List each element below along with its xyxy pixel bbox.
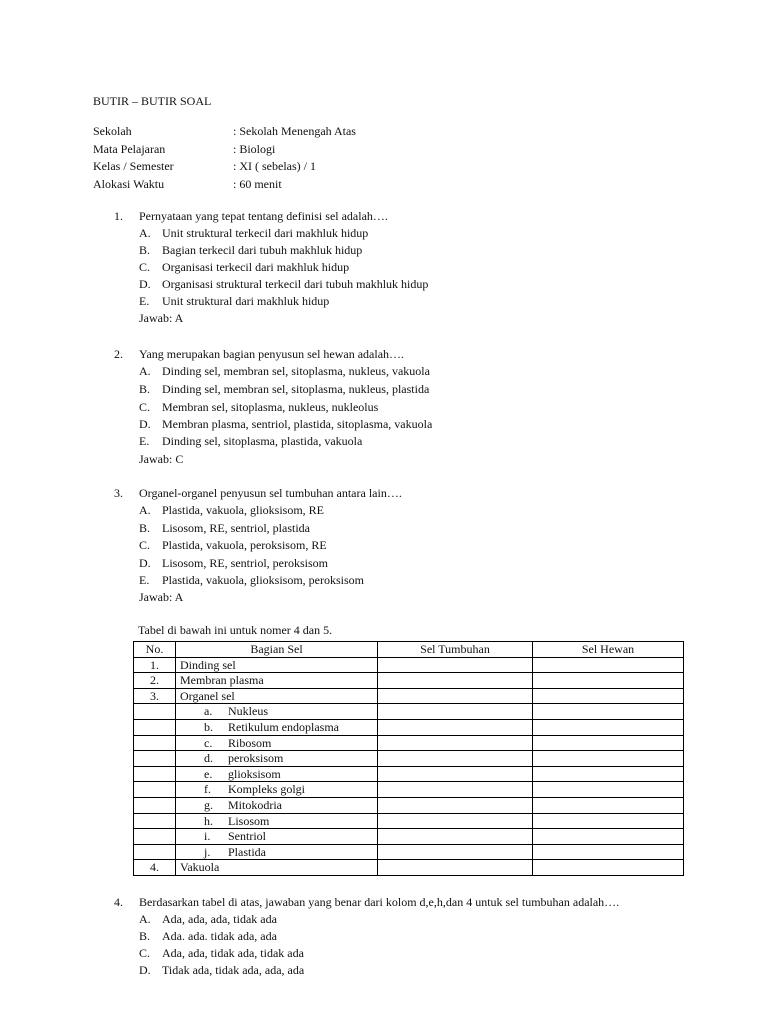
part-name: glioksisom xyxy=(228,766,281,781)
option-text: Dinding sel, membran sel, sitoplasma, nukleus, vakuola xyxy=(162,364,430,378)
table-caption: Tabel di bawah ini untuk nomer 4 dan 5. xyxy=(138,623,333,637)
plant-cell-cell xyxy=(378,657,533,673)
option-letter: C. xyxy=(139,946,151,960)
plant-cell-cell xyxy=(378,688,533,704)
part-name: Organel sel xyxy=(180,688,235,703)
option-letter: B. xyxy=(139,521,151,535)
row-part xyxy=(176,797,378,813)
part-name: Plastida xyxy=(228,844,266,859)
info-label: Mata Pelajaran xyxy=(93,141,166,156)
option-letter: B. xyxy=(139,382,151,396)
info-label: Alokasi Waktu xyxy=(93,176,165,191)
info-row-time xyxy=(93,176,356,194)
question-text: Berdasarkan tabel di atas, jawaban yang benar dari kolom d,e,h,dan 4 untuk sel tumbuhan adalah…. xyxy=(139,895,620,909)
row-number xyxy=(134,797,176,813)
option-text: Organisasi struktural terkecil dari tubuh makhluk hidup xyxy=(162,277,429,291)
row-number xyxy=(134,813,176,829)
row-part xyxy=(176,657,378,673)
option-text: Ada, ada, ada, tidak ada xyxy=(162,912,277,926)
plant-cell-cell xyxy=(378,735,533,751)
table-header-row xyxy=(134,642,684,658)
option-b xyxy=(139,520,310,538)
part-name: Retikulum endoplasma xyxy=(228,719,339,734)
row-number: 2. xyxy=(134,673,176,689)
answer-line: Jawab: A xyxy=(139,311,184,325)
part-name: Mitokodria xyxy=(228,797,282,812)
part-name: Kompleks golgi xyxy=(228,782,305,797)
option-text: Unit struktural terkecil dari makhluk hidup xyxy=(162,226,369,240)
question-number: 3. xyxy=(114,486,123,500)
part-name: Lisosom xyxy=(228,813,270,828)
option-letter: B. xyxy=(139,243,151,257)
table-row xyxy=(134,657,684,673)
plant-cell-cell xyxy=(378,813,533,829)
part-name: Dinding sel xyxy=(180,657,236,672)
document-title: BUTIR – BUTIR SOAL xyxy=(93,94,212,108)
info-value: : Biologi xyxy=(233,141,276,156)
option-text: Lisosom, RE, sentriol, plastida xyxy=(162,521,310,535)
animal-cell-cell xyxy=(533,751,684,767)
option-c xyxy=(139,399,378,417)
row-number xyxy=(134,782,176,798)
plant-cell-cell xyxy=(378,782,533,798)
table-row xyxy=(134,719,684,735)
plant-cell-cell xyxy=(378,673,533,689)
animal-cell-cell xyxy=(533,704,684,720)
header-part: Bagian Sel xyxy=(176,642,378,658)
option-letter: A. xyxy=(139,503,151,517)
option-letter: E. xyxy=(139,573,150,587)
row-part xyxy=(176,673,378,689)
sub-item-letter: g. xyxy=(204,797,213,812)
animal-cell-cell xyxy=(533,719,684,735)
answer-line: Jawab: A xyxy=(139,590,184,604)
row-part xyxy=(176,704,378,720)
row-number xyxy=(134,844,176,860)
table-row xyxy=(134,782,684,798)
option-b xyxy=(139,381,429,399)
info-value: : Sekolah Menengah Atas xyxy=(233,124,356,138)
option-text: Tidak ada, tidak ada, ada, ada xyxy=(162,963,305,977)
sub-item-letter: a. xyxy=(204,704,213,719)
info-row-subject xyxy=(93,141,356,159)
row-number xyxy=(134,704,176,720)
option-letter: C. xyxy=(139,400,151,414)
table-row xyxy=(134,735,684,751)
option-letter: A. xyxy=(139,364,151,378)
part-name: Vakuola xyxy=(180,860,220,875)
header-no: No. xyxy=(134,642,176,658)
row-number xyxy=(134,766,176,782)
row-number xyxy=(134,735,176,751)
option-a xyxy=(139,363,430,381)
table-row xyxy=(134,688,684,704)
animal-cell-cell xyxy=(533,735,684,751)
option-d xyxy=(139,555,328,573)
option-letter: A. xyxy=(139,226,151,240)
option-letter: E. xyxy=(139,294,150,308)
row-number xyxy=(134,829,176,845)
option-text: Unit struktural dari makhluk hidup xyxy=(162,294,330,308)
info-row-class xyxy=(93,158,356,176)
option-text: Dinding sel, membran sel, sitoplasma, nukleus, plastida xyxy=(162,382,430,396)
plant-cell-cell xyxy=(378,704,533,720)
row-part xyxy=(176,719,378,735)
cell-parts-table xyxy=(133,641,684,876)
option-letter: C. xyxy=(139,260,151,274)
option-a xyxy=(139,502,324,520)
plant-cell-cell xyxy=(378,766,533,782)
table-row xyxy=(134,673,684,689)
row-number: 1. xyxy=(134,657,176,673)
sub-item-letter: f. xyxy=(204,782,211,797)
plant-cell-cell xyxy=(378,860,533,876)
animal-cell-cell xyxy=(533,673,684,689)
option-d xyxy=(139,276,428,294)
part-name: Sentriol xyxy=(228,829,266,844)
sub-item-letter: d. xyxy=(204,751,213,766)
info-block xyxy=(93,123,356,193)
option-a xyxy=(139,225,368,243)
option-text: Dinding sel, sitoplasma, plastida, vakuola xyxy=(162,434,363,448)
sub-item-letter: c. xyxy=(204,735,213,750)
option-text: Ada. ada. tidak ada, ada xyxy=(162,929,277,943)
option-b xyxy=(139,928,277,946)
question-number: 4. xyxy=(114,895,123,909)
animal-cell-cell xyxy=(533,657,684,673)
option-e xyxy=(139,433,362,451)
option-c xyxy=(139,259,349,277)
option-letter: C. xyxy=(139,538,151,552)
row-part xyxy=(176,829,378,845)
option-text: Plastida, vakuola, peroksisom, RE xyxy=(162,538,327,552)
option-text: Membran sel, sitoplasma, nukleus, nukleolus xyxy=(162,400,379,414)
row-part xyxy=(176,813,378,829)
question-text: Organel-organel penyusun sel tumbuhan antara lain…. xyxy=(139,486,402,500)
option-e xyxy=(139,293,329,311)
option-d xyxy=(139,962,304,980)
sub-item-letter: i. xyxy=(204,829,211,844)
sub-item-letter: h. xyxy=(204,813,213,828)
question-text: Pernyataan yang tepat tentang definisi sel adalah…. xyxy=(139,209,388,223)
row-part xyxy=(176,766,378,782)
question-number: 1. xyxy=(114,209,123,223)
info-value: : XI ( sebelas) / 1 xyxy=(233,159,316,173)
option-text: Membran plasma, sentriol, plastida, sitoplasma, vakuola xyxy=(162,417,433,431)
table-row xyxy=(134,860,684,876)
animal-cell-cell xyxy=(533,688,684,704)
option-c xyxy=(139,945,304,963)
option-letter: D. xyxy=(139,963,151,977)
option-text: Ada, ada, tidak ada, tidak ada xyxy=(162,946,304,960)
table-row xyxy=(134,844,684,860)
option-text: Plastida, vakuola, glioksisom, peroksisom xyxy=(162,573,364,587)
sub-item-letter: b. xyxy=(204,719,213,734)
row-part xyxy=(176,844,378,860)
row-part xyxy=(176,688,378,704)
header-animal-cell: Sel Hewan xyxy=(533,642,684,658)
row-part xyxy=(176,782,378,798)
sub-item-letter: j. xyxy=(204,844,211,859)
info-label: Kelas / Semester xyxy=(93,159,174,173)
table-row xyxy=(134,829,684,845)
option-text: Lisosom, RE, sentriol, peroksisom xyxy=(162,556,328,570)
option-letter: A. xyxy=(139,912,151,926)
row-number: 4. xyxy=(134,860,176,876)
row-part xyxy=(176,860,378,876)
animal-cell-cell xyxy=(533,844,684,860)
plant-cell-cell xyxy=(378,719,533,735)
table-body xyxy=(134,657,684,875)
animal-cell-cell xyxy=(533,860,684,876)
option-d xyxy=(139,416,432,434)
part-name: Membran plasma xyxy=(180,673,264,688)
plant-cell-cell xyxy=(378,844,533,860)
row-number: 3. xyxy=(134,688,176,704)
plant-cell-cell xyxy=(378,751,533,767)
animal-cell-cell xyxy=(533,813,684,829)
animal-cell-cell xyxy=(533,829,684,845)
option-letter: D. xyxy=(139,417,151,431)
option-text: Organisasi terkecil dari makhluk hidup xyxy=(162,260,350,274)
plant-cell-cell xyxy=(378,797,533,813)
option-c xyxy=(139,537,327,555)
row-number xyxy=(134,719,176,735)
table-row xyxy=(134,797,684,813)
option-letter: E. xyxy=(139,434,150,448)
part-name: Ribosom xyxy=(228,735,272,750)
table-row xyxy=(134,751,684,767)
animal-cell-cell xyxy=(533,766,684,782)
answer-line: Jawab: C xyxy=(139,452,184,466)
info-value: : 60 menit xyxy=(233,176,282,191)
table-row xyxy=(134,813,684,829)
table-row xyxy=(134,704,684,720)
part-name: Nukleus xyxy=(228,704,268,719)
part-name: peroksisom xyxy=(228,751,284,766)
row-part xyxy=(176,751,378,767)
table-row xyxy=(134,766,684,782)
animal-cell-cell xyxy=(533,797,684,813)
option-text: Plastida, vakuola, glioksisom, RE xyxy=(162,503,324,517)
option-text: Bagian terkecil dari tubuh makhluk hidup xyxy=(162,243,363,257)
question-number: 2. xyxy=(114,347,123,361)
row-number xyxy=(134,751,176,767)
row-part xyxy=(176,735,378,751)
header-plant-cell: Sel Tumbuhan xyxy=(378,642,533,658)
info-label: Sekolah xyxy=(93,124,132,138)
sub-item-letter: e. xyxy=(204,766,213,781)
option-letter: D. xyxy=(139,277,151,291)
plant-cell-cell xyxy=(378,829,533,845)
option-letter: D. xyxy=(139,556,151,570)
option-b xyxy=(139,242,362,260)
option-a xyxy=(139,911,277,929)
option-letter: B. xyxy=(139,929,151,943)
option-e xyxy=(139,572,364,590)
animal-cell-cell xyxy=(533,782,684,798)
info-row-school xyxy=(93,123,356,141)
question-text: Yang merupakan bagian penyusun sel hewan adalah…. xyxy=(139,347,405,361)
